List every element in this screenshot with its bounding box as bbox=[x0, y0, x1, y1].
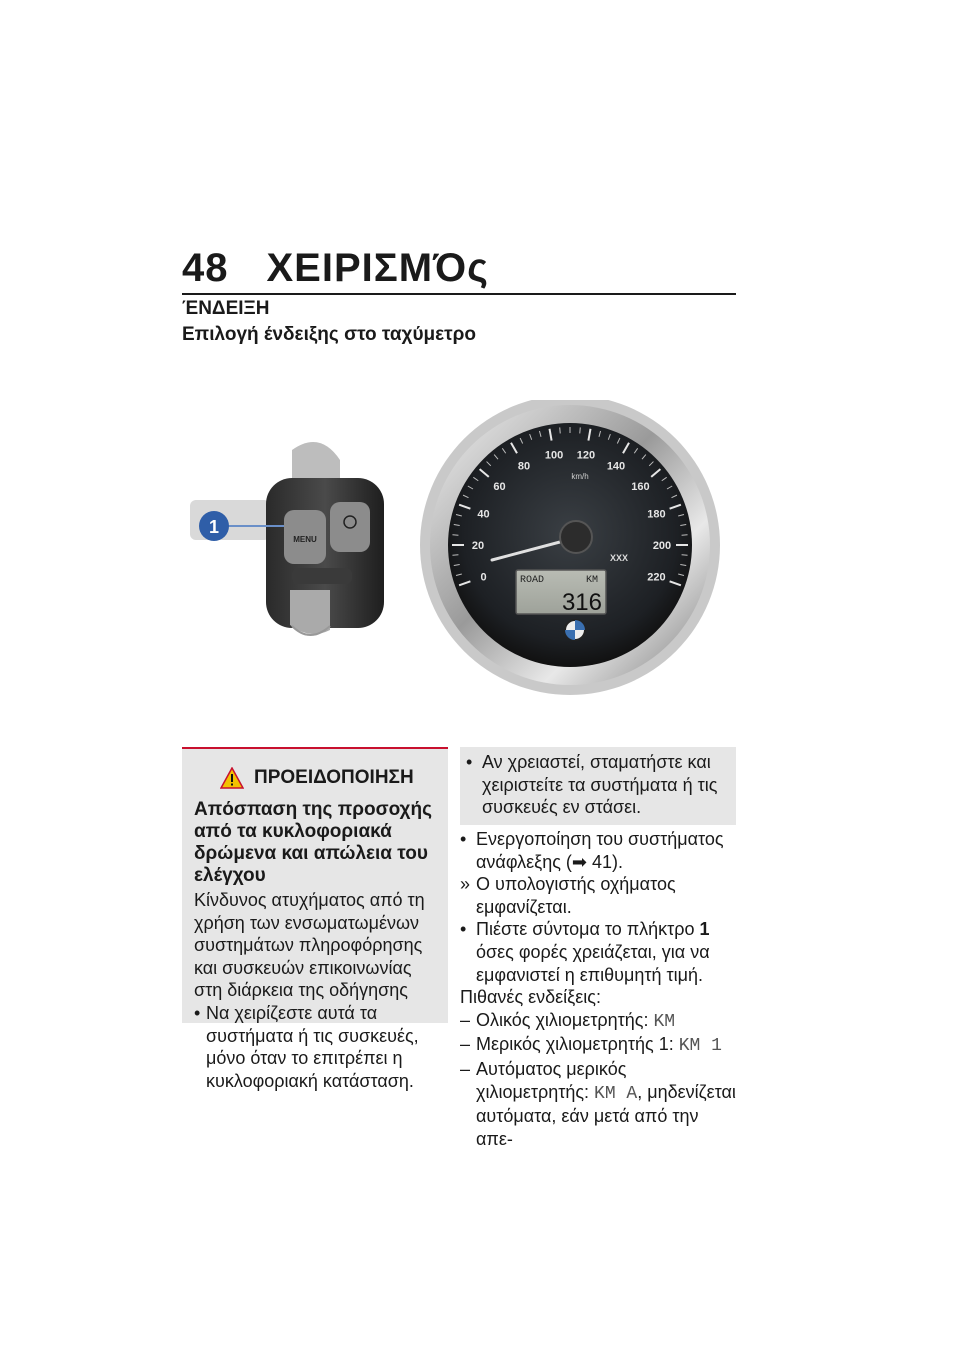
right-column bbox=[460, 828, 740, 1150]
page-number: 48 bbox=[182, 246, 229, 290]
list-item: • Ενεργοποίηση του συστήματος ανάφλεξης (➡ 41). bbox=[460, 828, 740, 873]
xxx-label: XXX bbox=[610, 553, 629, 563]
code-km1: KM 1 bbox=[678, 1036, 722, 1057]
speedo-tick-label: 100 bbox=[544, 449, 564, 462]
speedo-minor-tick bbox=[682, 535, 688, 536]
section-title: ΈΝΔΕΙΞΗ bbox=[182, 298, 270, 319]
page-header bbox=[182, 246, 489, 291]
list-item: – Ολικός χιλιομετρητής: KM bbox=[460, 1009, 676, 1032]
step-ignition: Ενεργοποίηση του συστήματος ανάφλεξης (➡ 41). bbox=[476, 829, 724, 872]
lcd-value: 316 bbox=[561, 589, 602, 616]
header-rule bbox=[182, 293, 736, 295]
warning-title: ΠΡΟΕΙΔΟΠΟΙΗΣΗ bbox=[254, 767, 414, 788]
figure-speedometer bbox=[180, 400, 740, 720]
warning-box bbox=[182, 747, 448, 1091]
speedo-tick-label: 220 bbox=[647, 571, 666, 584]
warning-triangle-icon bbox=[220, 767, 244, 789]
chapter-title: ΧΕΙΡΙΣΜΌς bbox=[266, 246, 489, 290]
speedo-tick-label: 80 bbox=[517, 460, 531, 473]
possible-displays-label: Πιθανές ενδείξεις: bbox=[460, 987, 601, 1008]
note-text: Αν χρειαστεί, σταματήστε και χειριστείτε τα συστήματα ή τις συσκευές εν στάσει. bbox=[482, 752, 718, 818]
speedo-minor-tick bbox=[452, 535, 458, 536]
code-kma: KM A bbox=[594, 1083, 638, 1104]
speedometer bbox=[420, 400, 720, 695]
right-note-box bbox=[460, 747, 736, 825]
page-reference-arrow-icon: ➡ bbox=[571, 851, 587, 872]
warning-bullet-text: Να χειρίζεστε αυτά τα συστήματα ή τις συσκευές, μόνο όταν το επιτρέπει η κυκλοφοριακή κατάσταση. bbox=[206, 1002, 419, 1091]
rocker-switch[interactable] bbox=[292, 568, 352, 584]
step-press-key: Πιέστε σύντομα το πλήκτρο 1 όσες φορές χρειάζεται, για να εμφανιστεί η επιθυμητή τιμή. bbox=[476, 919, 710, 985]
speedo-tick-label: 40 bbox=[477, 508, 490, 521]
warning-bullet: • Να χειρίζεστε αυτά τα συστήματα ή τις συσκευές, μόνο όταν το επιτρέπει η κυκλοφοριακή κατάσταση. bbox=[194, 1002, 436, 1092]
menu-button-label: MENU bbox=[293, 535, 317, 544]
lcd-mode: ROAD bbox=[520, 575, 545, 586]
warning-hazard: Απόσπαση της προσοχής από τα κυκλοφοριακά δρώμενα και απώλεια του ελέγχου bbox=[194, 799, 432, 886]
speedo-tick-label: 20 bbox=[471, 540, 485, 552]
speedo-tick-label: 0 bbox=[480, 571, 487, 584]
key-number: 1 bbox=[699, 919, 710, 940]
list-item: • Πιέστε σύντομα το πλήκτρο 1 όσες φορές χρειάζεται, για να εμφανιστεί η επιθυμητή τιμή. bbox=[460, 918, 740, 986]
speedo-tick-label: 60 bbox=[493, 480, 506, 493]
result-computer: Ο υπολογιστής οχήματος εμφανίζεται. bbox=[476, 874, 676, 917]
speedo-tick-label: 120 bbox=[576, 449, 596, 462]
needle-hub bbox=[560, 521, 592, 553]
speedo-tick-label: 160 bbox=[631, 480, 650, 493]
list-item: • Αν χρειαστεί, σταματήστε και χειριστείτε τα συστήματα ή τις συσκευές εν στάσει. bbox=[466, 751, 726, 819]
handlebar-switch bbox=[190, 442, 384, 635]
speedo-tick-label: 180 bbox=[647, 508, 666, 521]
warning-header bbox=[220, 767, 436, 789]
speedo-minor-tick bbox=[452, 555, 458, 556]
speed-unit: km/h bbox=[571, 472, 589, 481]
speedo-tick-label: 140 bbox=[606, 460, 626, 473]
list-item: – Μερικός χιλιομετρητής 1: KM 1 bbox=[460, 1034, 722, 1057]
power-button[interactable] bbox=[330, 502, 370, 552]
list-item: – Αυτόματος μερικός χιλιομετρητής: KM A, μηδενίζεται αυτόματα, εάν μετά από την απε- bbox=[460, 1058, 736, 1149]
speedo-minor-tick bbox=[682, 555, 688, 556]
warning-consequence: Κίνδυνος ατυχήματος από τη χρήση των ενσωματωμένων συστημάτων πληροφόρησης και συσκευών επικοινωνίας στη διάρκεια της οδήγησης bbox=[194, 890, 425, 1001]
list-item: » Ο υπολογιστής οχήματος εμφανίζεται. bbox=[460, 873, 740, 918]
lcd-unit: KM bbox=[586, 575, 599, 586]
subsection-title: Επιλογή ένδειξης στο ταχύμετρο bbox=[182, 324, 477, 345]
speedo-tick-label: 200 bbox=[652, 540, 672, 552]
speedo-minor-tick bbox=[580, 427, 581, 433]
callout-number: 1 bbox=[208, 517, 220, 537]
speedo-minor-tick bbox=[560, 427, 561, 433]
code-km: KM bbox=[653, 1011, 676, 1032]
